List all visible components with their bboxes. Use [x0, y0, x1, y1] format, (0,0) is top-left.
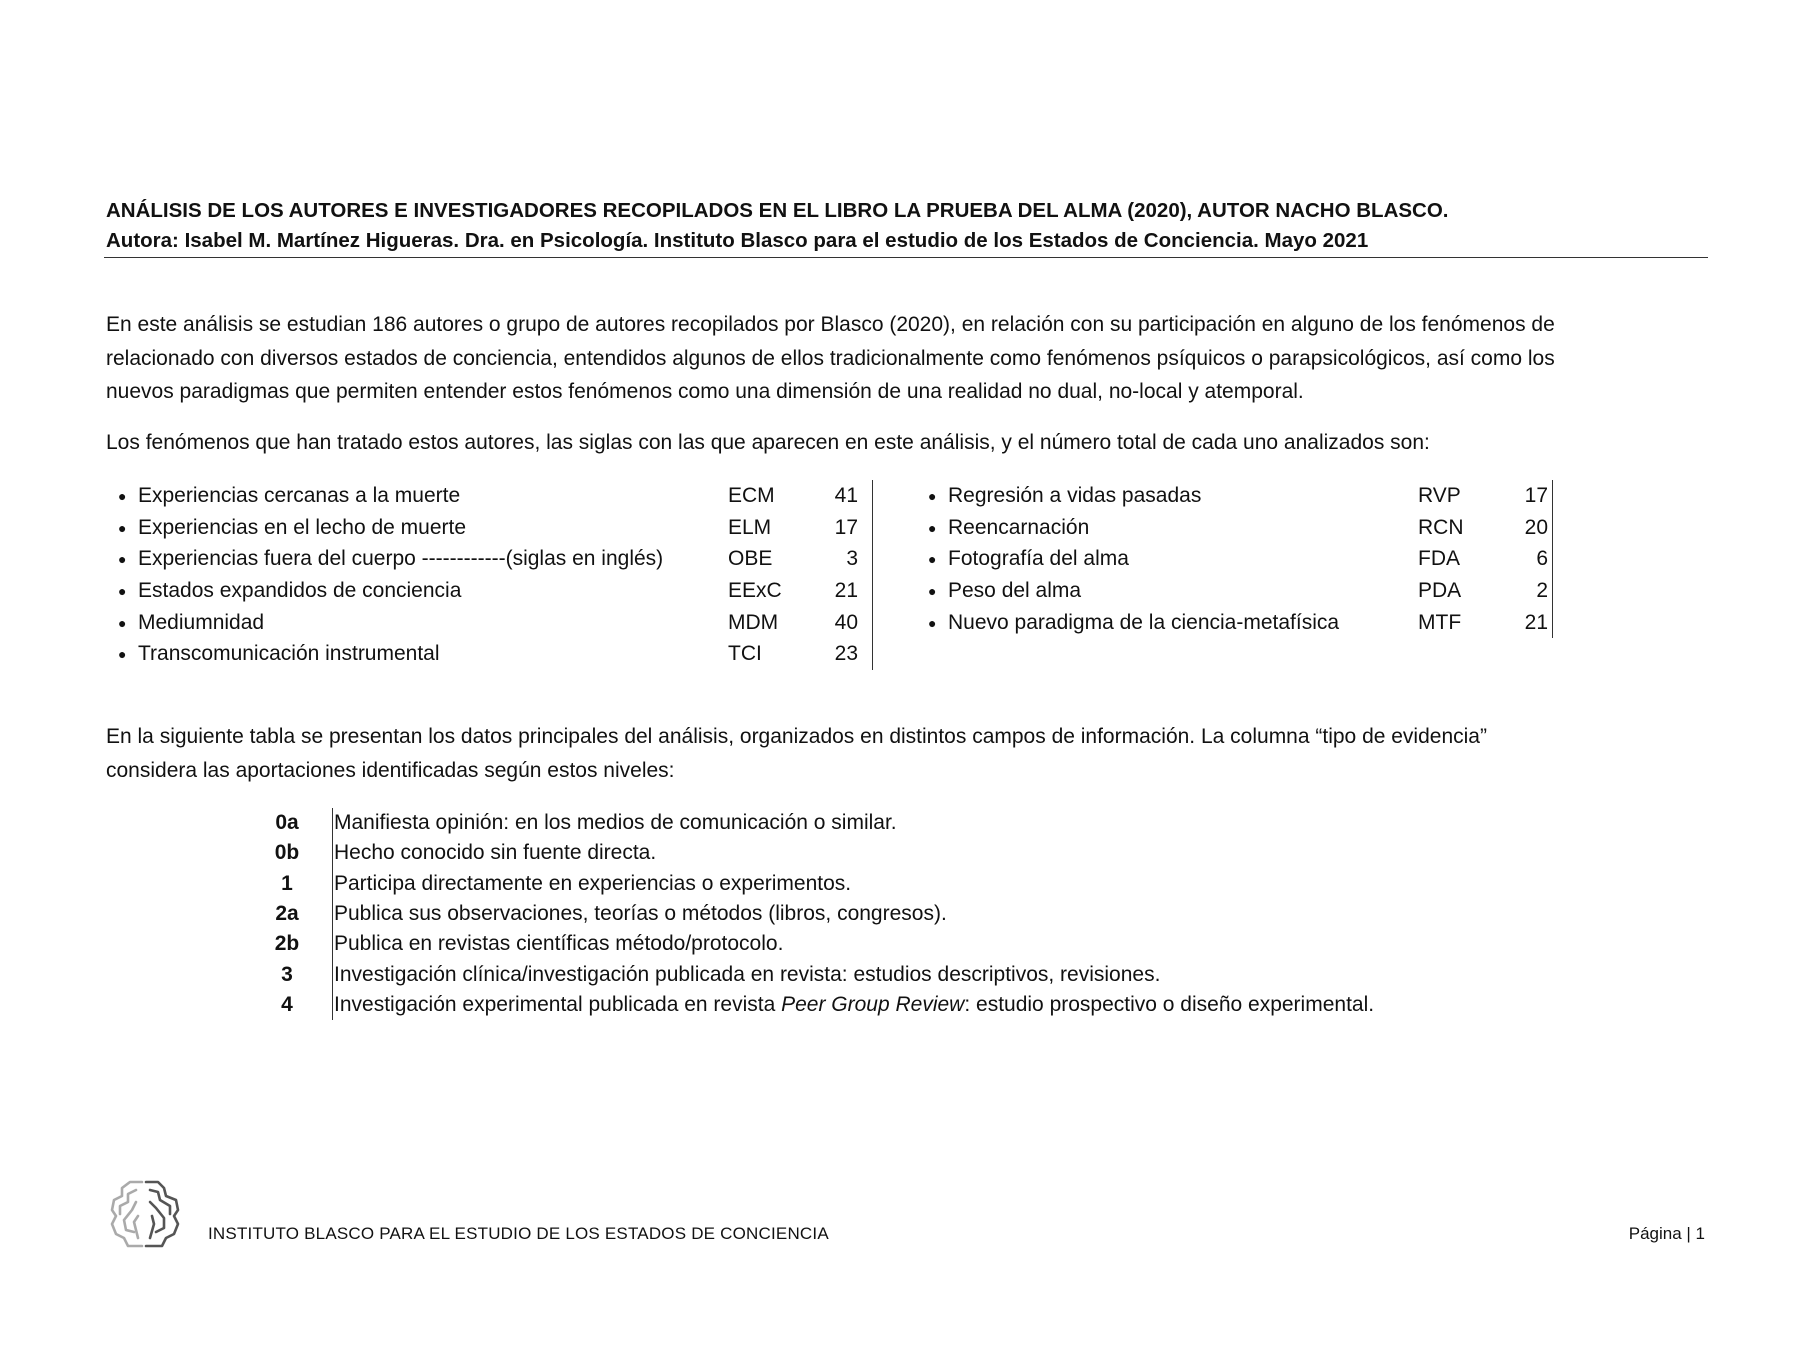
list-item: ● Reencarnación RCN 20	[928, 515, 1548, 539]
list-item: ● Experiencias en el lecho de muerte ELM 17	[118, 515, 858, 539]
bullet-icon: ●	[118, 646, 127, 663]
bullet-icon: ●	[928, 487, 937, 504]
evidence-code: 3	[281, 962, 293, 986]
list-item: ● Experiencias cercanas a la muerte ECM 41	[118, 483, 858, 507]
list-item: ● Transcomunicación instrumental TCI 23	[118, 642, 858, 666]
phenomena-list-left	[118, 480, 858, 670]
levels-divider	[332, 808, 333, 1020]
bullet-icon: ●	[118, 582, 127, 599]
list-item: ● Peso del alma PDA 2	[928, 578, 1548, 602]
evidence-text: Participa directamente en experiencias o experimentos.	[334, 871, 852, 895]
bullet-icon: ●	[928, 614, 937, 631]
list-item: ● Regresión a vidas pasadas RVP 17	[928, 483, 1548, 507]
intro-paragraph	[106, 308, 1706, 409]
evidence-level	[262, 838, 1374, 868]
bullet-icon: ●	[928, 519, 937, 536]
intro-line: En este análisis se estudian 186 autores o grupo de autores recopilados por Blasco (2020), en relación con su participación en alguno de los fenómenos de	[106, 313, 1555, 336]
table-intro-line: En la siguiente tabla se presentan los datos principales del análisis, organizados en distintos campos de información. La columna “tipo de evidencia”	[106, 725, 1487, 748]
bullet-icon: ●	[118, 614, 127, 631]
column-divider	[1552, 480, 1553, 638]
table-intro-paragraph	[106, 720, 1706, 787]
table-intro-line: considera las aportaciones identificadas según estos niveles:	[106, 758, 675, 782]
evidence-text: Investigación experimental publicada en revista Peer Group Review: estudio prospectivo o diseño experimental.	[334, 992, 1375, 1016]
phenomena-intro: Los fenómenos que han tratado estos autores, las siglas con las que aparecen en este análisis, y el número total de cada uno analizados son:	[106, 431, 1430, 454]
footer-institute: INSTITUTO BLASCO PARA EL ESTUDIO DE LOS ESTADOS DE CONCIENCIA	[208, 1224, 829, 1243]
document-header	[106, 196, 1706, 256]
evidence-level	[262, 990, 1374, 1020]
evidence-text: Investigación clínica/investigación publicada en revista: estudios descriptivos, revisiones.	[334, 962, 1161, 986]
page-number: Página | 1	[1628, 1224, 1705, 1243]
evidence-text: Publica en revistas científicas método/protocolo.	[334, 932, 784, 956]
document-title: ANÁLISIS DE LOS AUTORES E INVESTIGADORES RECOPILADOS EN EL LIBRO LA PRUEBA DEL ALMA (2020), AUTOR NACHO BLASCO.	[106, 199, 1449, 222]
evidence-level	[262, 899, 1374, 929]
intro-line: nuevos paradigmas que permiten entender estos fenómenos como una dimensión de una realidad no dual, no-local y atemporal.	[106, 380, 1304, 403]
header-rule	[104, 257, 1708, 258]
bullet-icon: ●	[118, 519, 127, 536]
column-divider	[872, 480, 873, 670]
brain-maze-icon	[106, 1176, 186, 1252]
evidence-code: 2b	[274, 932, 300, 956]
list-item: ● Nuevo paradigma de la ciencia-metafísica MTF 21	[928, 610, 1548, 634]
list-item: ● Estados expandidos de conciencia EExC 21	[118, 578, 858, 602]
evidence-code: 0a	[275, 811, 299, 835]
evidence-code: 1	[281, 871, 293, 895]
evidence-code: 0b	[274, 841, 300, 865]
evidence-level	[262, 808, 1374, 838]
bullet-icon: ●	[118, 551, 127, 568]
phenomena-list-right	[928, 480, 1548, 638]
bullet-icon: ●	[928, 551, 937, 568]
bullet-icon: ●	[118, 487, 127, 504]
list-item: ● Fotografía del alma FDA 6	[928, 547, 1548, 571]
author-line: Autora: Isabel M. Martínez Higueras. Dra. en Psicología. Instituto Blasco para el estudio de los Estados de Conciencia. Mayo 2021	[106, 229, 1369, 252]
evidence-text: Manifiesta opinión: en los medios de comunicación o similar.	[334, 811, 897, 835]
list-item: ● Experiencias fuera del cuerpo ------------(siglas en inglés) OBE 3	[118, 547, 858, 571]
evidence-code: 2a	[275, 902, 299, 926]
intro-line: relacionado con diversos estados de conciencia, entendidos algunos de ellos tradicionalmente como fenómenos psíquicos o parapsicológicos, así como los	[106, 346, 1555, 370]
evidence-code: 4	[281, 992, 293, 1016]
evidence-level	[262, 929, 1374, 959]
evidence-level	[262, 869, 1374, 899]
journal-name: Peer Group Review	[781, 992, 965, 1016]
evidence-levels-list	[262, 808, 1374, 1020]
evidence-text: Hecho conocido sin fuente directa.	[334, 841, 657, 865]
bullet-icon: ●	[928, 582, 937, 599]
list-item: ● Mediumnidad MDM 40	[118, 610, 858, 634]
evidence-level	[262, 959, 1374, 989]
evidence-text: Publica sus observaciones, teorías o métodos (libros, congresos).	[334, 902, 947, 926]
